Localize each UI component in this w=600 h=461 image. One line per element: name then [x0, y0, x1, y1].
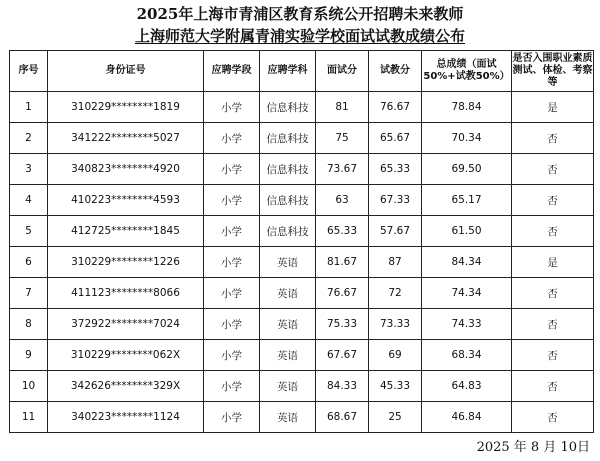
cell-enter: 否 — [512, 216, 594, 247]
cell-subject: 信息科技 — [260, 123, 316, 154]
cell-id: 410223********4593 — [48, 185, 204, 216]
cell-index: 3 — [10, 154, 48, 185]
cell-subject: 英语 — [260, 247, 316, 278]
cell-id: 412725********1845 — [48, 216, 204, 247]
header-total: 总成绩（面试50%+试教50%） — [422, 51, 512, 92]
cell-subject: 信息科技 — [260, 185, 316, 216]
cell-subject: 英语 — [260, 371, 316, 402]
table-row — [10, 247, 594, 278]
cell-index: 10 — [10, 371, 48, 402]
cell-trial: 76.67 — [369, 92, 422, 123]
title-line-2-text: 上海师范大学附属青浦实验学校面试试教成绩公布 — [134, 27, 465, 45]
cell-trial: 73.33 — [369, 309, 422, 340]
cell-id: 342626********329X — [48, 371, 204, 402]
cell-enter: 否 — [512, 123, 594, 154]
cell-enter: 否 — [512, 340, 594, 371]
cell-total: 84.34 — [422, 247, 512, 278]
cell-enter: 否 — [512, 371, 594, 402]
cell-trial: 65.33 — [369, 154, 422, 185]
header-trial: 试教分 — [369, 51, 422, 92]
cell-interview: 67.67 — [316, 340, 369, 371]
header-row — [10, 51, 594, 92]
cell-interview: 75.33 — [316, 309, 369, 340]
cell-enter: 否 — [512, 309, 594, 340]
cell-stage: 小学 — [204, 123, 260, 154]
cell-index: 4 — [10, 185, 48, 216]
cell-index: 6 — [10, 247, 48, 278]
header-index: 序号 — [10, 51, 48, 92]
cell-trial: 57.67 — [369, 216, 422, 247]
cell-trial: 25 — [369, 402, 422, 433]
header-stage: 应聘学段 — [204, 51, 260, 92]
cell-trial: 87 — [369, 247, 422, 278]
cell-total: 61.50 — [422, 216, 512, 247]
table-row — [10, 185, 594, 216]
cell-stage: 小学 — [204, 309, 260, 340]
cell-id: 310229********1819 — [48, 92, 204, 123]
header-interview: 面试分 — [316, 51, 369, 92]
cell-total: 64.83 — [422, 371, 512, 402]
cell-interview: 63 — [316, 185, 369, 216]
cell-total: 68.34 — [422, 340, 512, 371]
score-table — [9, 50, 594, 433]
table-row — [10, 340, 594, 371]
cell-total: 74.33 — [422, 309, 512, 340]
header-enter: 是否入围职业素质测试、体检、考察等 — [512, 51, 594, 92]
cell-id: 310229********1226 — [48, 247, 204, 278]
cell-subject: 英语 — [260, 402, 316, 433]
cell-interview: 73.67 — [316, 154, 369, 185]
cell-enter: 否 — [512, 402, 594, 433]
cell-id: 411123********8066 — [48, 278, 204, 309]
cell-enter: 否 — [512, 185, 594, 216]
cell-stage: 小学 — [204, 371, 260, 402]
cell-interview: 81.67 — [316, 247, 369, 278]
cell-trial: 65.67 — [369, 123, 422, 154]
cell-total: 46.84 — [422, 402, 512, 433]
cell-trial: 67.33 — [369, 185, 422, 216]
cell-stage: 小学 — [204, 216, 260, 247]
table-row — [10, 278, 594, 309]
cell-total: 69.50 — [422, 154, 512, 185]
cell-subject: 英语 — [260, 340, 316, 371]
cell-interview: 84.33 — [316, 371, 369, 402]
cell-enter: 是 — [512, 247, 594, 278]
cell-id: 340823********4920 — [48, 154, 204, 185]
cell-id: 372922********7024 — [48, 309, 204, 340]
cell-trial: 69 — [369, 340, 422, 371]
cell-interview: 75 — [316, 123, 369, 154]
date: 2025 年 8 月 10日 — [476, 440, 590, 455]
cell-interview: 68.67 — [316, 402, 369, 433]
table-row — [10, 371, 594, 402]
cell-subject: 信息科技 — [260, 92, 316, 123]
cell-interview: 65.33 — [316, 216, 369, 247]
cell-stage: 小学 — [204, 402, 260, 433]
table-row — [10, 154, 594, 185]
cell-subject: 信息科技 — [260, 154, 316, 185]
cell-id: 341222********5027 — [48, 123, 204, 154]
title-line-2 — [0, 27, 600, 45]
cell-total: 65.17 — [422, 185, 512, 216]
header-id: 身份证号 — [48, 51, 204, 92]
title-line-1: 2025年上海市青浦区教育系统公开招聘未来教师 — [136, 5, 464, 23]
cell-interview: 76.67 — [316, 278, 369, 309]
cell-stage: 小学 — [204, 278, 260, 309]
cell-trial: 45.33 — [369, 371, 422, 402]
cell-subject: 英语 — [260, 278, 316, 309]
cell-total: 70.34 — [422, 123, 512, 154]
cell-stage: 小学 — [204, 92, 260, 123]
table-row — [10, 402, 594, 433]
cell-total: 74.34 — [422, 278, 512, 309]
cell-index: 11 — [10, 402, 48, 433]
cell-index: 1 — [10, 92, 48, 123]
cell-stage: 小学 — [204, 340, 260, 371]
cell-enter: 否 — [512, 278, 594, 309]
cell-stage: 小学 — [204, 185, 260, 216]
cell-enter: 否 — [512, 154, 594, 185]
cell-enter: 是 — [512, 92, 594, 123]
table-row — [10, 216, 594, 247]
header-subject: 应聘学科 — [260, 51, 316, 92]
cell-id: 310229********062X — [48, 340, 204, 371]
cell-index: 8 — [10, 309, 48, 340]
table-row — [10, 123, 594, 154]
cell-subject: 英语 — [260, 309, 316, 340]
cell-index: 2 — [10, 123, 48, 154]
cell-interview: 81 — [316, 92, 369, 123]
cell-index: 5 — [10, 216, 48, 247]
cell-trial: 72 — [369, 278, 422, 309]
cell-index: 9 — [10, 340, 48, 371]
cell-index: 7 — [10, 278, 48, 309]
cell-stage: 小学 — [204, 154, 260, 185]
cell-subject: 信息科技 — [260, 216, 316, 247]
table-row — [10, 309, 594, 340]
cell-total: 78.84 — [422, 92, 512, 123]
cell-stage: 小学 — [204, 247, 260, 278]
table-row — [10, 92, 594, 123]
cell-id: 340223********1124 — [48, 402, 204, 433]
